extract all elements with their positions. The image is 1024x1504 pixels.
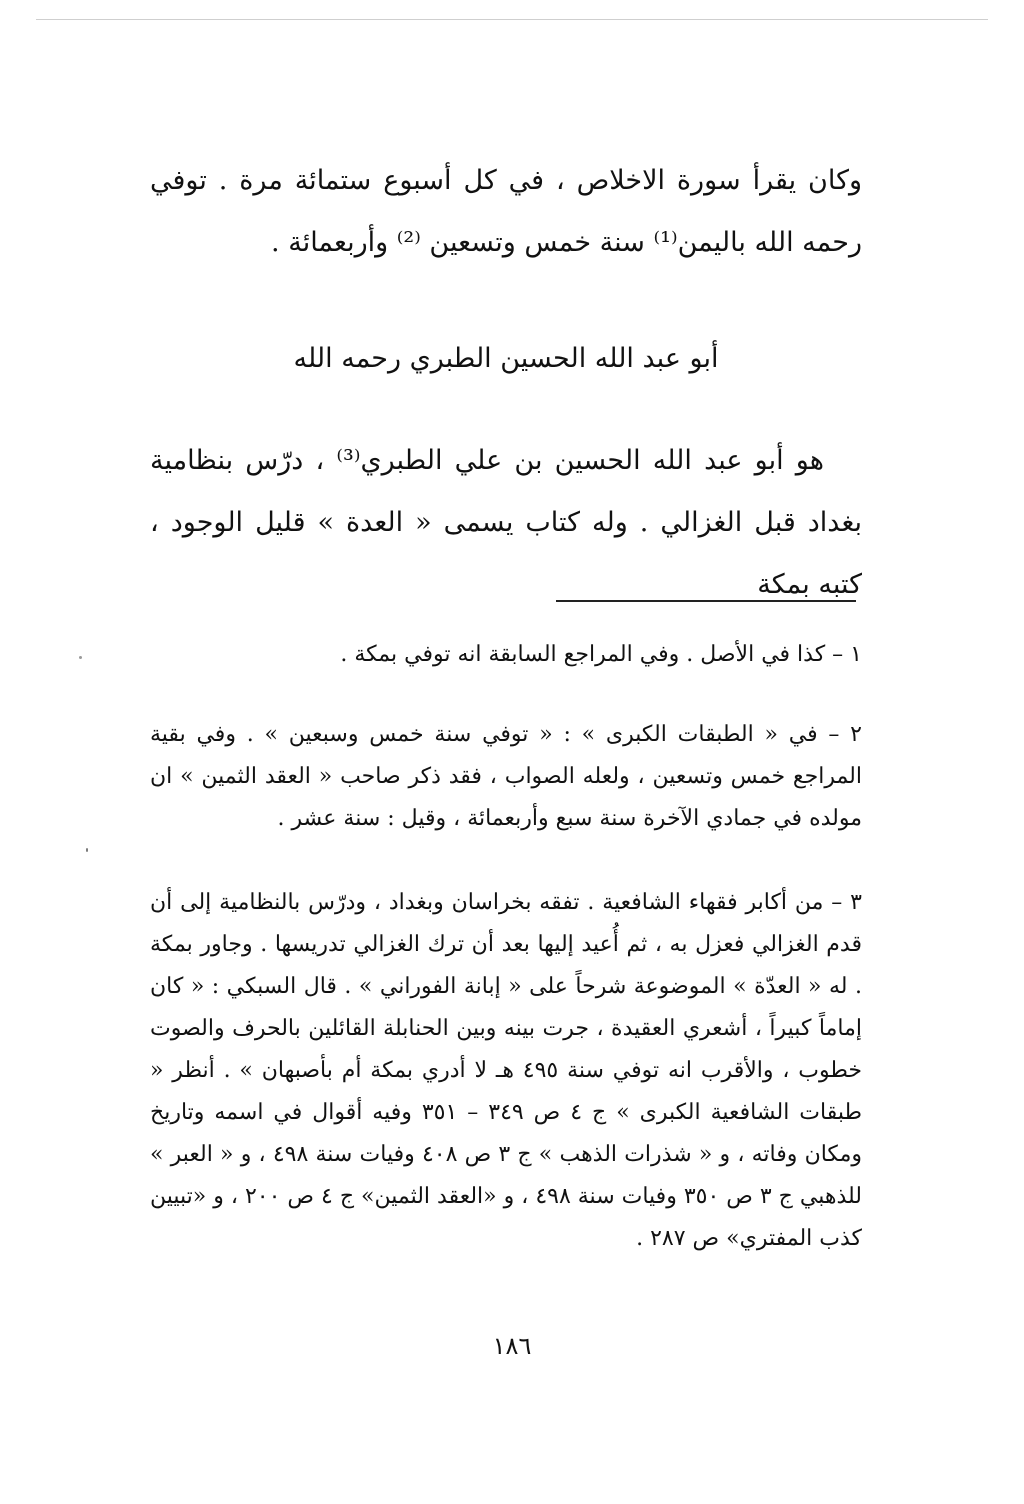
section-heading: أبو عبد الله الحسين الطبري رحمه الله: [293, 343, 719, 374]
top-border-line: [36, 19, 988, 20]
body-paragraph-1: وكان يقرأ سورة الاخلاص ، في كل أسبوع ستمائة مرة . توفي رحمه الله باليمن⁽¹⁾ سنة خمس وتسعين ⁽²⁾ وأربعمائة .: [150, 165, 862, 258]
scan-speck: [86, 848, 88, 852]
footnote-2: ٢ – في « الطبقات الكبرى » : « توفي سنة خمس وسبعين » . وفي بقية المراجع خمس وتسعين ، ولعله الصواب ، فقد ذكر صاحب « العقد الثمين » ان مولده في جمادي الآخرة سنة سبع وأربعمائة ، وقيل : سنة عشر .: [150, 722, 862, 831]
body-paragraph-2: هو أبو عبد الله الحسين بن علي الطبري⁽³⁾ ، درّس بنظامية بغداد قبل الغزالي . وله كتاب يسمى « العدة » قليل الوجود ، كتبه بمكة: [150, 445, 862, 600]
footnote-3: ٣ – من أكابر فقهاء الشافعية . تفقه بخراسان وبغداد ، ودرّس بالنظامية إلى أن قدم الغزالي فعزل به ، ثم أُعيد إليها بعد أن ترك الغزالي تدريسها . وجاور بمكة . له « العدّة » الموضوعة شرحاً على « إبانة الفوراني » . قال السبكي : « كان إماماً كبيراً ، أشعري العقيدة ، جرت بينه وبين الحنابلة القائلين بالحرف والصوت خطوب ، والأقرب انه توفي سنة ٤٩٥ هـ لا أدري بمكة أم بأصبهان » . أنظر « طبقات الشافعية الكبرى » ج ٤ ص ٣٤٩ – ٣٥١ وفيه أقوال في اسمه وتاريخ ومكان وفاته ، و « شذرات الذهب » ج ٣ ص ٤٠٨ وفيات سنة ٤٩٨ ، و « العبر » للذهبي ج ٣ ص ٣٥٠ وفيات سنة ٤٩٨ ، و «العقد الثمين» ج ٤ ص ٢٠٠ ، و «تبيين كذب المفتري» ص ٢٨٧ .: [150, 890, 863, 1251]
footnote-separator: [556, 600, 856, 602]
footnote-1: ١ – كذا في الأصل . وفي المراجع السابقة انه توفي بمكة .: [340, 642, 862, 667]
scan-speck: [79, 656, 82, 659]
page-number: ١٨٦: [492, 1332, 532, 1360]
